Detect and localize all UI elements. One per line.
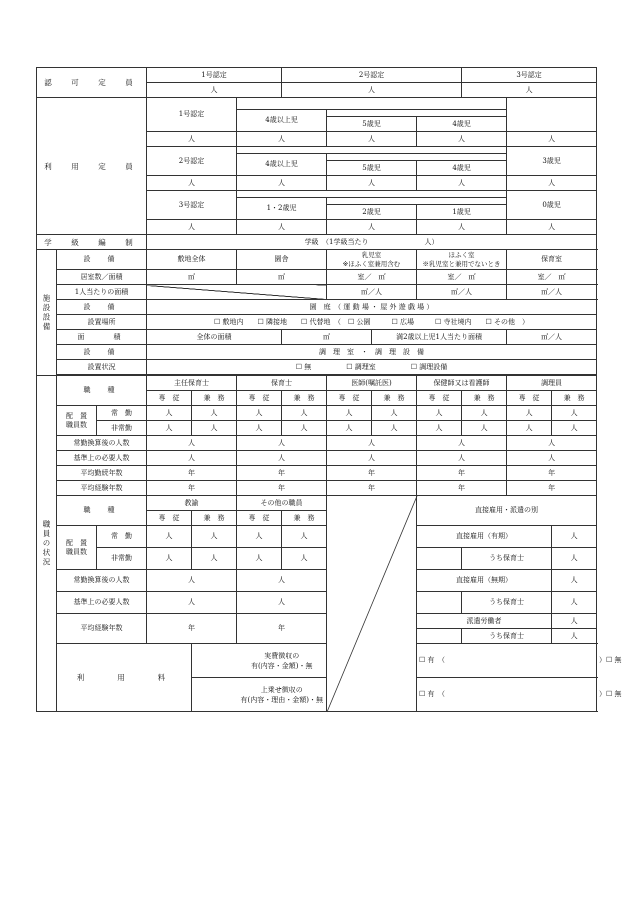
zentai-label: 全体の面積 (147, 330, 282, 345)
shisetsu-col-3: 乳児室 ※ほふく室兼用含む (327, 250, 417, 270)
staff-input[interactable]: 年 (147, 614, 237, 644)
staff-input[interactable]: 人 (327, 406, 372, 421)
staff-col-4: 保健師又は看護師 (417, 376, 507, 391)
shokushu-label: 職 種 (57, 376, 147, 406)
koyo-input[interactable]: 人 (552, 570, 597, 592)
zentai-value[interactable]: ㎡ (282, 330, 372, 345)
chori-title: 調 理 室 ・ 調 理 設 備 (147, 345, 597, 360)
riyouryo-r1-opt[interactable]: ☐ 有 （ ）☐ 無 (417, 644, 597, 678)
nintei-value-1[interactable]: 人 (147, 83, 282, 98)
ken-header: 兼 務 (462, 391, 507, 406)
kinzoku-label: 平均勤続年数 (57, 466, 147, 481)
riyou-g1-c-v[interactable]: 人 (507, 132, 597, 147)
ken-header: 兼 務 (192, 391, 237, 406)
kanzan-label: 常勤換算後の人数 (57, 436, 147, 451)
haichi-label-2: 配 置 職員数 (57, 526, 97, 570)
menseki-label: 面 積 (57, 330, 147, 345)
riyou-g2-c: 3歳児 (507, 147, 597, 176)
haichi-label: 配 置 職員数 (57, 406, 97, 436)
sen-header: 専 従 (417, 391, 462, 406)
kyoshitsu-label: 居室数／面積 (57, 270, 147, 285)
nintei-col-3: 3号認定 (462, 68, 597, 83)
keiken-label: 平均経験年数 (57, 481, 147, 496)
koyo-1: 直接雇用（有期） (417, 526, 552, 548)
staff-input[interactable]: 年 (507, 481, 597, 496)
staff-input[interactable]: 人 (417, 451, 507, 466)
koyo-input[interactable]: 人 (552, 526, 597, 548)
staff-input[interactable]: 人 (192, 526, 237, 548)
koyo-input[interactable]: 人 (552, 614, 597, 629)
spacer (237, 147, 507, 154)
area-infant[interactable]: 室／ ㎡ (327, 270, 417, 285)
basho-options[interactable]: ☐ 敷地内 ☐ 隣接地 ☐ 代替地 （ ☐ 公園 ☐ 広場 ☐ 寺社境内 ☐ その他 ） (147, 315, 597, 330)
staff-input[interactable]: 人 (327, 421, 372, 436)
area-nursery[interactable]: 室／ ㎡ (507, 270, 597, 285)
setsubi-label: 設 備 (57, 250, 147, 270)
staff-input[interactable]: 人 (372, 421, 417, 436)
riyou-g3-title: 3号認定 (147, 191, 237, 220)
staff-input[interactable]: 人 (282, 406, 327, 421)
application-form-table (36, 67, 622, 712)
hijokin-label-2: 非常勤 (97, 548, 147, 570)
kyoyu-col: 教諭 (147, 496, 237, 511)
shokushu-label-2: 職 種 (57, 496, 147, 526)
nintei-col-1: 1号認定 (147, 68, 282, 83)
koyo-5: 派遣労働者 (417, 614, 552, 629)
kijun-label-2: 基準上の必要人数 (57, 592, 147, 614)
pp-infant[interactable]: ㎡／人 (327, 285, 417, 300)
shisetsu-col-1: 敷地全体 (147, 250, 237, 270)
chori-setsubi-label: 設 備 (57, 345, 147, 360)
staff-input[interactable]: 年 (237, 481, 327, 496)
nintei-value-2[interactable]: 人 (282, 83, 462, 98)
staff-input[interactable]: 人 (237, 526, 282, 548)
staff-input[interactable]: 人 (507, 421, 552, 436)
riyou-g1-title: 1号認定 (147, 98, 237, 132)
area-building[interactable]: ㎡ (237, 270, 327, 285)
riyou-g2-c-v[interactable]: 人 (507, 176, 597, 191)
staff-input[interactable]: 人 (237, 406, 282, 421)
koyo-input[interactable]: 人 (552, 592, 597, 614)
staff-input[interactable]: 年 (417, 466, 507, 481)
sen-header: 専 従 (507, 391, 552, 406)
pp-crawl[interactable]: ㎡／人 (417, 285, 507, 300)
spacer (237, 191, 507, 198)
status-options[interactable]: ☐ 無 ☐ 調理室 ☐ 調理設備 (147, 360, 597, 375)
pp-nursery[interactable]: ㎡／人 (507, 285, 597, 300)
staff-input[interactable]: 人 (147, 592, 237, 614)
spacer (417, 629, 462, 644)
staff-input[interactable]: 人 (327, 451, 417, 466)
riyou-g3-a-v[interactable]: 人 (327, 220, 417, 235)
staff-input[interactable]: 人 (192, 421, 237, 436)
koyo-title: 直接雇用・派遣の別 (417, 496, 597, 526)
staff-input[interactable]: 人 (147, 406, 192, 421)
staff-input[interactable]: 人 (417, 436, 507, 451)
shisetsu-col-2: 園舎 (237, 250, 327, 270)
staff-input[interactable]: 年 (237, 614, 327, 644)
spacer (417, 548, 462, 570)
riyou-label: 利 用 定 員 (37, 98, 147, 235)
staff-input[interactable]: 年 (327, 481, 417, 496)
riyou-g2-span: 4歳以上児 (237, 154, 327, 176)
riyou-g3-total[interactable]: 人 (147, 220, 237, 235)
ken-header: 兼 務 (192, 511, 237, 526)
staff-input[interactable]: 人 (237, 436, 327, 451)
gakkyu-value[interactable]: 学級 （1学級当たり 人） (147, 235, 597, 250)
staff-input[interactable]: 人 (147, 548, 192, 570)
kijun-label: 基準上の必要人数 (57, 451, 147, 466)
staff-input[interactable]: 年 (147, 481, 237, 496)
jokin-label: 常 勤 (97, 406, 147, 421)
shisetsu-col-5: 保育室 (507, 250, 597, 270)
per2-label: 満2歳以上児1人当たり面積 (372, 330, 507, 345)
staff-input[interactable]: 人 (237, 548, 282, 570)
riyouryo-r1: 実費徴収の 有(内容・金額)・無 (192, 644, 372, 678)
riyou-g1-b: 4歳児 (417, 117, 507, 132)
ken-header: 兼 務 (372, 391, 417, 406)
sen-header: 専 従 (327, 391, 372, 406)
jokin-label-2: 常 勤 (97, 526, 147, 548)
sen-header: 専 従 (147, 511, 192, 526)
riyou-g2-total[interactable]: 人 (147, 176, 237, 191)
riyou-g3-span-v[interactable]: 人 (237, 220, 327, 235)
staff-input[interactable]: 人 (507, 406, 552, 421)
staff-input[interactable]: 人 (237, 570, 327, 592)
staff-input[interactable]: 人 (462, 421, 507, 436)
staff-col-2: 保育士 (237, 376, 327, 391)
koyo-4: うち保育士 (462, 592, 552, 614)
ken-header: 兼 務 (552, 391, 597, 406)
riyou-g2-title: 2号認定 (147, 147, 237, 176)
entei-title: 園 庭 （ 運 動 場 ・ 屋 外 遊 戯 場 ） (147, 300, 597, 315)
staff-input[interactable]: 人 (417, 421, 462, 436)
riyou-g2-a: 5歳児 (327, 161, 417, 176)
staff-input[interactable]: 年 (327, 466, 417, 481)
status-label: 設置状況 (57, 360, 147, 375)
staff-input[interactable]: 人 (237, 592, 327, 614)
nintei-value-3[interactable]: 人 (462, 83, 597, 98)
koyo-3: 直接雇用（無期） (417, 570, 552, 592)
shokuin-label: 職員の状況 (37, 376, 57, 712)
diag-cell (147, 285, 327, 300)
riyou-g1-total[interactable]: 人 (147, 132, 237, 147)
shisetsu-col-4: ほふく室 ※乳児室と兼用でないとき (417, 250, 507, 270)
ken-header: 兼 務 (282, 391, 327, 406)
spacer (417, 592, 462, 614)
entei-setsubi-label: 設 備 (57, 300, 147, 315)
staff-input[interactable]: 人 (282, 421, 327, 436)
staff-input[interactable]: 人 (147, 570, 237, 592)
kanzan-label-2: 常勤換算後の人数 (57, 570, 147, 592)
sen-header: 専 従 (237, 511, 282, 526)
staff-input[interactable]: 年 (147, 466, 237, 481)
staff-input[interactable]: 年 (237, 466, 327, 481)
sen-header: 専 従 (237, 391, 282, 406)
sen-header: 専 従 (147, 391, 192, 406)
per-person-label: 1人当たりの面積 (57, 285, 147, 300)
basho-label: 設置場所 (57, 315, 147, 330)
staff-input[interactable]: 人 (552, 406, 597, 421)
riyou-g1-a-v[interactable]: 人 (327, 132, 417, 147)
hijokin-label: 非常勤 (97, 421, 147, 436)
riyouryo-r2-opt[interactable]: ☐ 有 （ ）☐ 無 (417, 678, 597, 712)
staff-input[interactable]: 人 (507, 451, 597, 466)
riyou-g3-b: 1歳児 (417, 205, 507, 220)
staff-input[interactable]: 人 (372, 406, 417, 421)
riyou-g1-a: 5歳児 (327, 117, 417, 132)
staff-col-5: 調理員 (507, 376, 597, 391)
staff-input[interactable]: 人 (147, 526, 192, 548)
spacer (507, 98, 597, 132)
staff-col-3: 医師(嘱託医) (327, 376, 417, 391)
koyo-6: うち保育士 (462, 629, 552, 644)
ken-header: 兼 務 (282, 511, 327, 526)
staff-input[interactable]: 人 (417, 406, 462, 421)
staff-input[interactable]: 人 (192, 548, 237, 570)
riyou-g2-a-v[interactable]: 人 (327, 176, 417, 191)
staff-input[interactable]: 人 (147, 421, 192, 436)
riyouryo-r2: 上乗せ徴収の 有(内容・理由・金額)・無 (192, 678, 372, 712)
staff-input[interactable]: 人 (282, 548, 327, 570)
spacer (237, 98, 507, 110)
staff-input[interactable]: 人 (192, 406, 237, 421)
riyou-g3-b-v[interactable]: 人 (417, 220, 507, 235)
riyou-g1-b-v[interactable]: 人 (417, 132, 507, 147)
nintei-label: 認 可 定 員 (37, 68, 147, 98)
riyou-g3-c-v[interactable]: 人 (507, 220, 597, 235)
area-site[interactable]: ㎡ (147, 270, 237, 285)
riyou-g3-span: 1・2歳児 (237, 198, 327, 220)
riyou-g3-c: 0歳児 (507, 191, 597, 220)
riyouryo-label: 利 用 料 (57, 644, 192, 712)
staff-input[interactable]: 人 (282, 526, 327, 548)
staff-input[interactable]: 年 (417, 481, 507, 496)
other-staff-col: その他の職員 (237, 496, 327, 511)
riyou-g2-b: 4歳児 (417, 161, 507, 176)
staff-input[interactable]: 人 (507, 436, 597, 451)
koyo-input[interactable]: 人 (552, 629, 597, 644)
staff-input[interactable]: 人 (147, 451, 237, 466)
staff-col-1: 主任保育士 (147, 376, 237, 391)
nintei-col-2: 2号認定 (282, 68, 462, 83)
keiken-label-2: 平均経験年数 (57, 614, 147, 644)
staff-input[interactable]: 人 (147, 436, 237, 451)
staff-input[interactable]: 人 (237, 451, 327, 466)
koyo-input[interactable]: 人 (552, 548, 597, 570)
koyo-2: うち保育士 (462, 548, 552, 570)
staff-input[interactable]: 人 (462, 406, 507, 421)
shisetsu-label: 施設設備 (37, 250, 57, 376)
area-crawl[interactable]: 室／ ㎡ (417, 270, 507, 285)
staff-input[interactable]: 人 (552, 421, 597, 436)
riyou-g1-span: 4歳以上児 (237, 110, 327, 132)
spacer (327, 198, 507, 205)
riyou-g2-span-v[interactable]: 人 (237, 176, 327, 191)
spacer (327, 110, 507, 117)
gakkyu-label: 学 級 編 制 (37, 235, 147, 250)
riyou-g2-b-v[interactable]: 人 (417, 176, 507, 191)
staff-input[interactable]: 年 (507, 466, 597, 481)
staff-input[interactable]: 人 (237, 421, 282, 436)
per2-value[interactable]: ㎡／人 (507, 330, 597, 345)
riyou-g3-a: 2歳児 (327, 205, 417, 220)
staff-input[interactable]: 人 (327, 436, 417, 451)
spacer (327, 154, 507, 161)
riyou-g1-span-v[interactable]: 人 (237, 132, 327, 147)
